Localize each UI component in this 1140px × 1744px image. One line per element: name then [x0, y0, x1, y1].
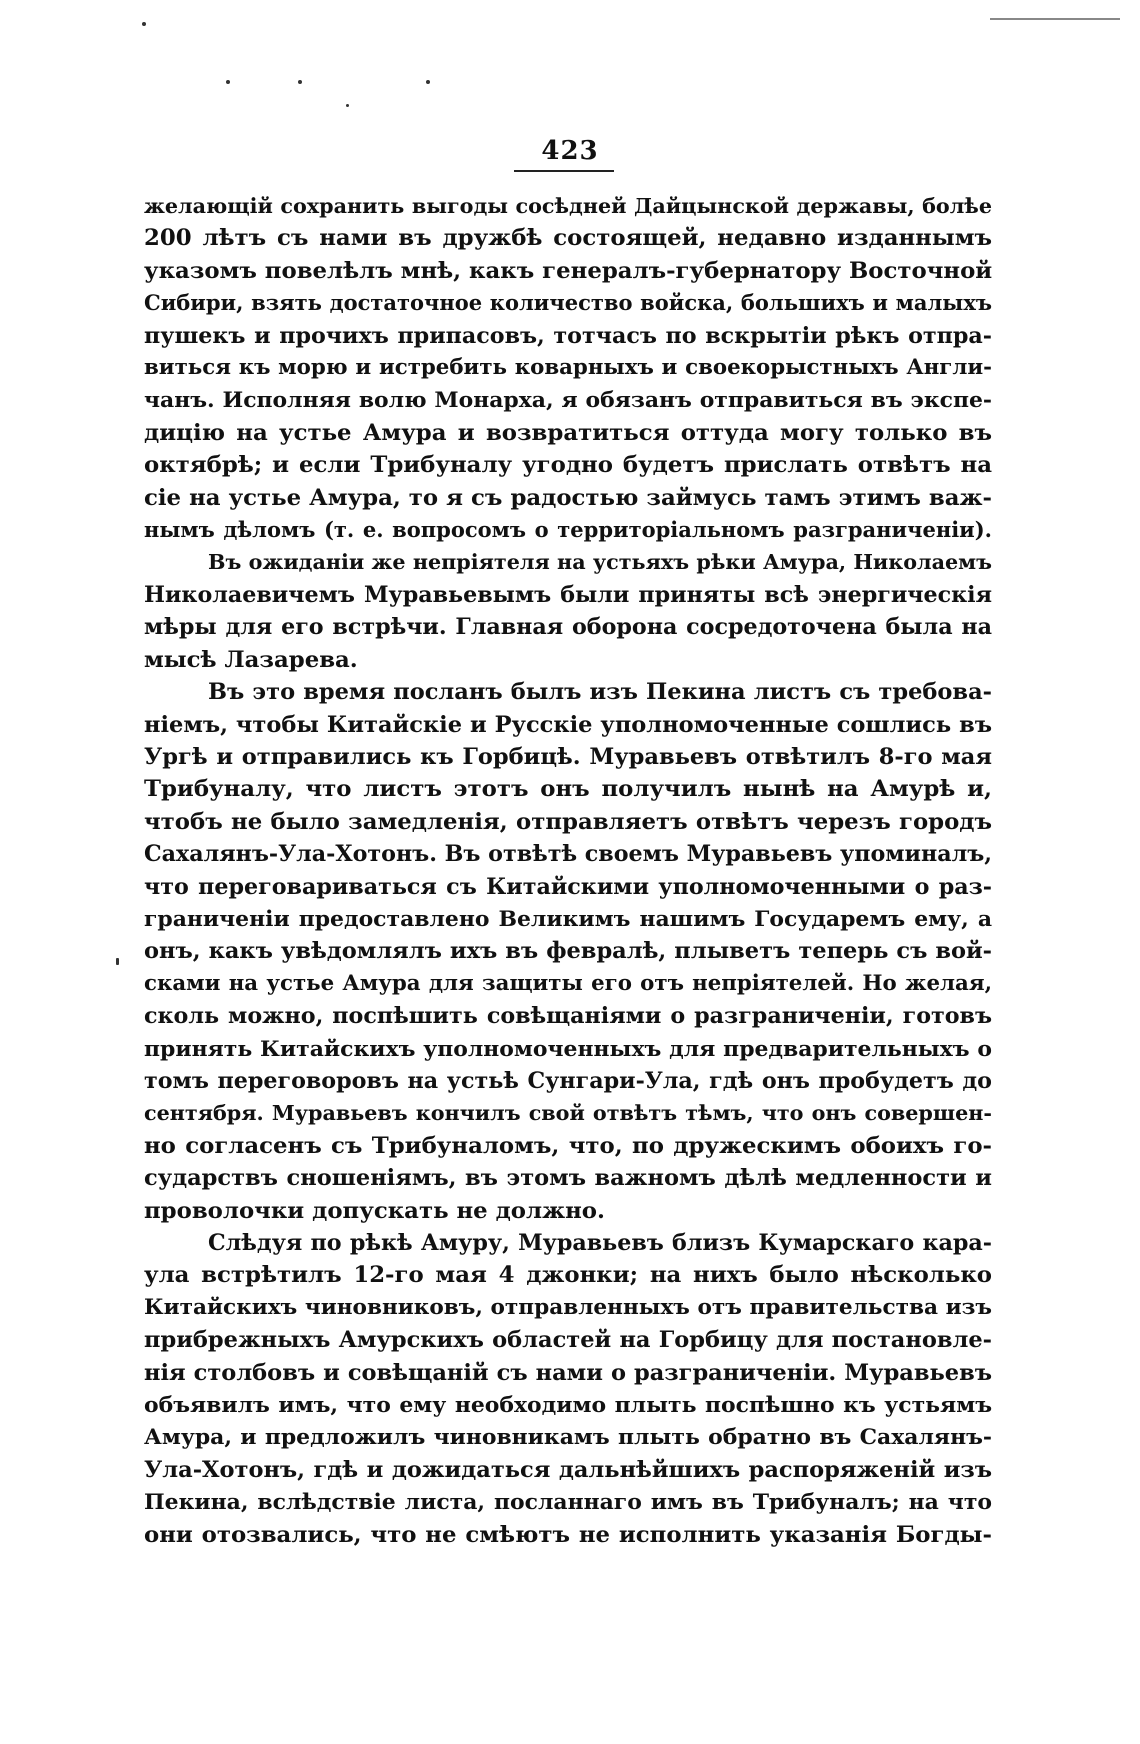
text-line: что переговариваться съ Китайскими уполномоченными о раз- [144, 873, 992, 900]
text-line: нымъ дѣломъ (т. е. вопросомъ о территоріальномъ разграниченіи). [144, 517, 992, 543]
text-line: томъ переговоровъ на устьѣ Сунгари-Ула, гдѣ онъ пробудетъ до [144, 1067, 992, 1094]
paragraph-3 [144, 676, 992, 1227]
text-line: Трибуналу, что листъ этотъ онъ получилъ нынѣ на Амурѣ и, [144, 776, 992, 803]
page-number: 423 [541, 136, 599, 166]
scan-speck [116, 958, 119, 965]
text-line: Пекина, вслѣдствіе листа, посланнаго имъ въ Трибуналъ; на что [144, 1489, 992, 1516]
text-line: Ула-Хотонъ, гдѣ и дожидаться дальнѣйшихъ распоряженій изъ [144, 1456, 992, 1483]
text-line: онъ, какъ увѣдомлялъ ихъ въ февралѣ, плыветъ теперь съ вой- [144, 938, 992, 965]
text-line: сколь можно, поспѣшить совѣщаніями о разграниченіи, готовъ [144, 1003, 992, 1030]
text-line: виться къ морю и истребить коварныхъ и своекорыстныхъ Англи- [144, 355, 992, 381]
scan-speck [426, 80, 430, 84]
text-line: дицію на устье Амура и возвратиться оттуда могу только въ [144, 419, 992, 446]
text-line: чтобъ не было замедленія, отправляетъ отвѣтъ черезъ городъ [144, 808, 992, 835]
text-line: прибрежныхъ Амурскихъ областей на Горбицу для постановле- [144, 1327, 992, 1354]
text-line: Сибири, взять достаточное количество войска, большихъ и малыхъ [144, 290, 992, 316]
scan-speck [226, 80, 230, 84]
paragraph-2 [144, 546, 992, 676]
text-line: желающій сохранить выгоды сосѣдней Дайцынской державы, болѣе [144, 194, 992, 218]
text-line: принять Китайскихъ уполномоченныхъ для предварительныхъ о [144, 1035, 992, 1062]
text-line: граниченіи предоставлено Великимъ нашимъ Государемъ ему, а [144, 905, 992, 932]
text-line: Въ это время посланъ былъ изъ Пекина листъ съ требова- [208, 679, 992, 706]
text-line: Китайскихъ чиновниковъ, отправленныхъ отъ правительства изъ [144, 1294, 992, 1320]
text-line: пушекъ и прочихъ припасовъ, тотчасъ по вскрытіи рѣкъ отпра- [144, 322, 992, 349]
text-line: 200 лѣтъ съ нами въ дружбѣ состоящей, недавно изданнымъ [144, 225, 992, 252]
text-line: ніемъ, чтобы Китайскіе и Русскіе уполномоченные сошлись въ [144, 711, 992, 738]
text-line: Амура, и предложилъ чиновникамъ плыть обратно въ Сахалянъ- [144, 1424, 992, 1451]
text-line: Въ ожиданіи же непріятеля на устьяхъ рѣки Амура, Николаемъ [208, 550, 992, 575]
page-number-area [0, 136, 1140, 166]
text-line: Слѣдуя по рѣкѣ Амуру, Муравьевъ близъ Кумарскаго кара- [208, 1230, 992, 1256]
text-line: они отозвались, что не смѣютъ не исполнить указанія Богды- [144, 1521, 992, 1548]
text-line: октябрѣ; и если Трибуналу угодно будетъ прислать отвѣтъ на [144, 452, 992, 479]
text-line: указомъ повелѣлъ мнѣ, какъ генералъ-губернатору Восточной [144, 257, 993, 284]
scan-speck [346, 104, 349, 107]
text-line: проволочки допускать не должно. [144, 1197, 605, 1224]
text-line: объявилъ имъ, что ему необходимо плыть поспѣшно къ устьямъ [144, 1392, 992, 1419]
text-line: чанъ. Исполняя волю Монарха, я обязанъ отправиться въ экспе- [144, 387, 992, 414]
text-body [144, 190, 992, 1551]
scan-speck [298, 80, 302, 84]
text-line: но согласенъ съ Трибуналомъ, что, по дружескимъ обоихъ го- [144, 1132, 992, 1159]
text-line: сіе на устье Амура, то я съ радостью займусь тамъ этимъ важ- [144, 484, 992, 511]
text-line: Сахалянъ-Ула-Хотонъ. Въ отвѣтѣ своемъ Муравьевъ упоминалъ, [144, 841, 993, 868]
page-number-rule [514, 170, 614, 172]
paragraph-1 [144, 190, 992, 546]
text-line: Николаевичемъ Муравьевымъ были приняты всѣ энергическія [144, 581, 992, 608]
text-line: сками на устье Амура для защиты его отъ непріятелей. Но желая, [144, 970, 992, 996]
paragraph-4 [144, 1227, 992, 1551]
scan-speck [142, 22, 146, 26]
text-line: нія столбовъ и совѣщаній съ нами о разграниченіи. Муравьевъ [144, 1359, 992, 1386]
text-line: сентября. Муравьевъ кончилъ свой отвѣтъ тѣмъ, что онъ совершен- [144, 1101, 992, 1126]
text-line: мысѣ Лазарева. [144, 646, 358, 673]
top-edge-rule [990, 18, 1120, 20]
text-line: ула встрѣтилъ 12-го мая 4 джонки; на нихъ было нѣсколько [144, 1262, 992, 1289]
text-line: сударствъ сношеніямъ, въ этомъ важномъ дѣлѣ медленности и [144, 1165, 992, 1192]
text-line: мѣры для его встрѣчи. Главная оборона сосредоточена была на [144, 614, 992, 641]
text-line: Ургѣ и отправились къ Горбицѣ. Муравьевъ отвѣтилъ 8-го мая [144, 743, 992, 770]
